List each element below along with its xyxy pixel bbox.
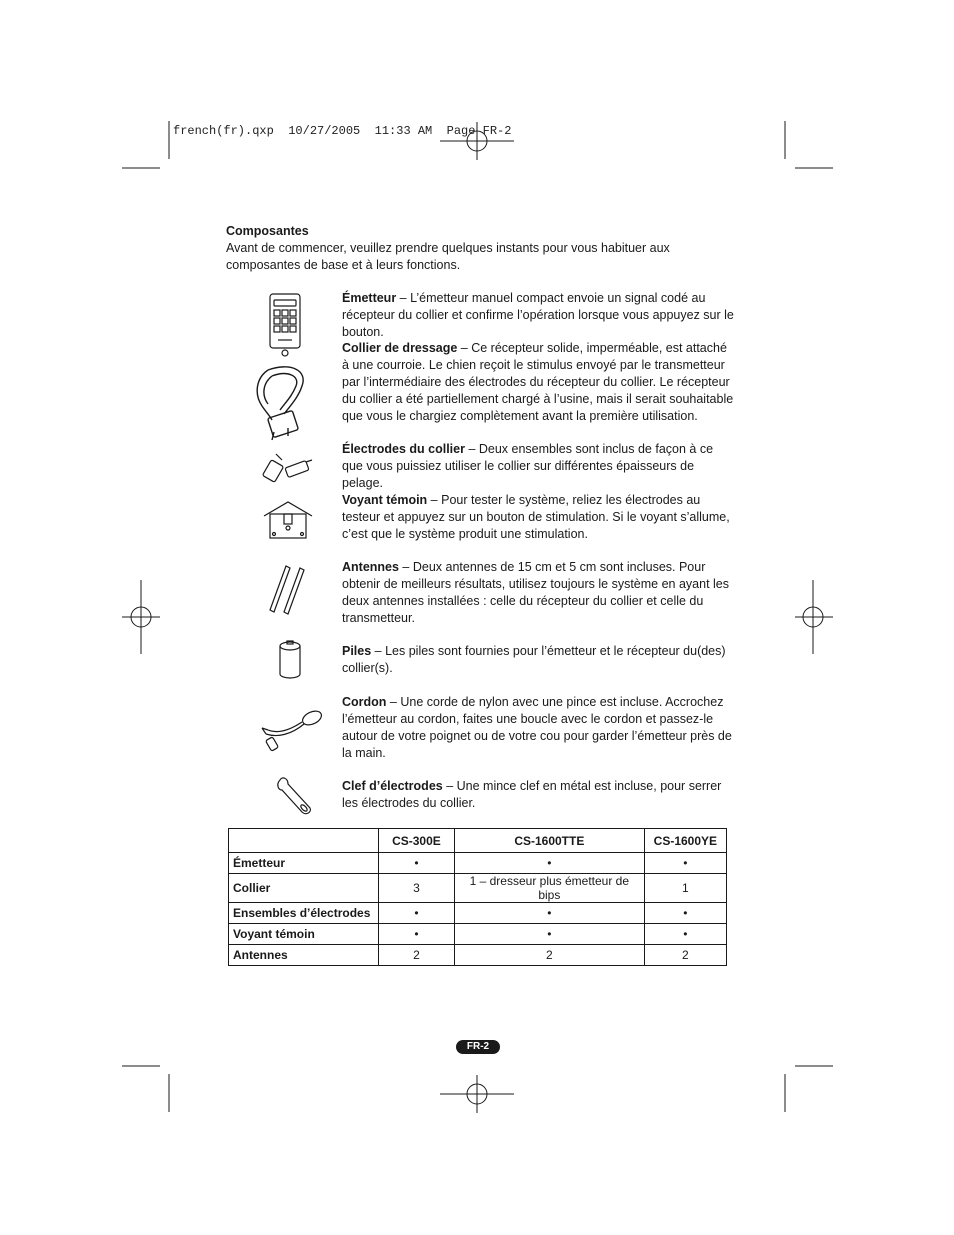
component-wrench (342, 778, 734, 812)
table-header-cell: CS-1600TTE (454, 829, 644, 853)
component-term: Émetteur (342, 291, 397, 305)
table-header-cell (229, 829, 379, 853)
table-cell: 2 (454, 945, 644, 966)
component-term: Voyant témoin (342, 493, 428, 507)
table-header-row (229, 829, 727, 853)
table-row (229, 853, 727, 874)
table-cell: 2 (378, 945, 454, 966)
table-cell: • (644, 853, 726, 874)
component-term: Piles (342, 644, 372, 658)
table-header-cell: CS-1600YE (644, 829, 726, 853)
component-desc: – Ce récepteur solide, imperméable, est attaché à une courroie. Le chien reçoit le stimulus envoyé par le transmetteur par l’intermédiaire des électrodes du récepteur du collier. Le récepteur du collier a été partiellement chargé à l’usine, mais il serait souhaitable que vous le chargiez complètement avant la première utilisation. (342, 341, 734, 423)
row-label: Collier (229, 874, 379, 903)
component-electrodes (342, 441, 734, 492)
print-slug: french(fr).qxp 10/27/2005 11:33 AM Page FR-2 (173, 124, 512, 138)
electrodes-icon (262, 450, 314, 486)
component-term: Antennes (342, 560, 399, 574)
component-antennas (342, 559, 734, 627)
table-cell: • (644, 924, 726, 945)
component-desc: – Les piles sont fournies pour l’émetteur et le récepteur du(des) collier(s). (342, 644, 726, 675)
table-row (229, 874, 727, 903)
component-transmitter (342, 290, 734, 341)
intro-text: Avant de commencer, veuillez prendre quelques instants pour vous habituer aux composantes de base et à leurs fonctions. (226, 241, 670, 272)
table-cell: • (454, 924, 644, 945)
table-row (229, 924, 727, 945)
table-cell: • (378, 924, 454, 945)
lanyard-icon (256, 708, 326, 758)
table-cell: 2 (644, 945, 726, 966)
table-cell: 3 (378, 874, 454, 903)
model-comparison-table (228, 828, 727, 966)
component-lanyard (342, 694, 734, 762)
antennas-icon (264, 560, 308, 616)
table-cell: 1 (644, 874, 726, 903)
component-term: Électrodes du collier (342, 442, 465, 456)
collar-icon (250, 362, 312, 444)
component-desc: – Deux ensembles sont inclus de façon à ce que vous puissiez utiliser le collier sur différentes épaisseurs de pelage. (342, 442, 714, 490)
table-cell: • (454, 853, 644, 874)
component-test-light (342, 492, 734, 543)
component-desc: – Pour tester le système, reliez les électrodes au testeur et appuyez sur un bouton de stimulation. Si le voyant s’allume, c’est que le système produit une stimulation. (342, 493, 730, 541)
transmitter-icon (268, 292, 302, 358)
component-term: Cordon (342, 695, 387, 709)
row-label: Émetteur (229, 853, 379, 874)
component-term: Collier de dressage (342, 341, 458, 355)
section-heading: Composantes (226, 224, 309, 238)
table-cell: • (644, 903, 726, 924)
test-light-icon (262, 500, 314, 542)
table-cell: 1 – dresseur plus émetteur de bips (454, 874, 644, 903)
intro-section (226, 223, 736, 274)
component-desc: – Une mince clef en métal est incluse, pour serrer les électrodes du collier. (342, 779, 722, 810)
battery-icon (276, 640, 304, 680)
component-desc: – Deux antennes de 15 cm et 5 cm sont incluses. Pour obtenir de meilleurs résultats, utilisez toujours le système en ayant les deux antennes installées : celle du récepteur du collier et celle du transmetteur. (342, 560, 729, 625)
table-row (229, 903, 727, 924)
row-label: Ensembles d’électrodes (229, 903, 379, 924)
wrench-icon (274, 772, 318, 816)
row-label: Voyant témoin (229, 924, 379, 945)
component-desc: – L’émetteur manuel compact envoie un signal codé au récepteur du collier et confirme l’opération lorsque vous appuyez sur le bouton. (342, 291, 734, 339)
table-header-cell: CS-300E (378, 829, 454, 853)
component-collar (342, 340, 734, 425)
table-row (229, 945, 727, 966)
page-number-badge: FR-2 (456, 1040, 500, 1054)
table-cell: • (454, 903, 644, 924)
row-label: Antennes (229, 945, 379, 966)
component-batteries (342, 643, 734, 677)
table-cell: • (378, 903, 454, 924)
table-cell: • (378, 853, 454, 874)
component-desc: – Une corde de nylon avec une pince est incluse. Accrochez l’émetteur au cordon, faites une boucle avec le cordon et passez-le autour de votre poignet ou de votre cou pour garder l’émetteur près de la main. (342, 695, 732, 760)
component-term: Clef d’électrodes (342, 779, 443, 793)
